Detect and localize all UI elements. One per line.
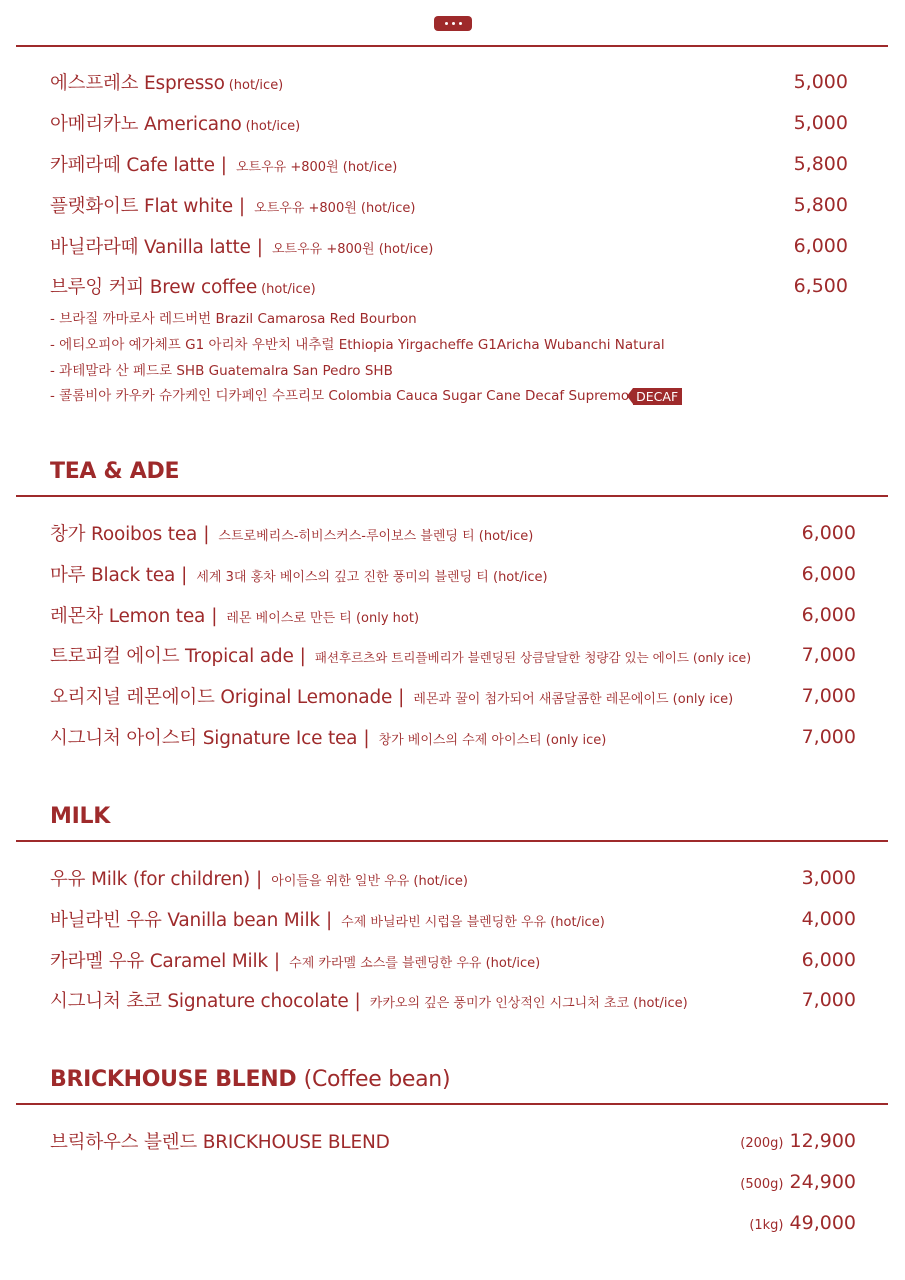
item-desc: (hot/ice) — [228, 78, 284, 93]
item-name: 카페라떼 Cafe latte — [50, 155, 215, 176]
menu-item-rooibos — [50, 518, 856, 548]
item-name: 창가 Rooibos tea — [50, 524, 198, 545]
menu-item-lemon-tea — [50, 600, 856, 630]
item-desc: 카카오의 깊은 풍미가 인상적인 시그니처 초코 (hot/ice) — [369, 996, 688, 1011]
bean-option: - 에티오피아 예가체프 G1 아리차 우반치 내추럴 Ethiopia Yirgacheffe G1Aricha Wubanchi Natural — [50, 337, 665, 353]
section-title-tea-ade: TEA & ADE — [50, 459, 180, 484]
item-quantity: (1kg) — [749, 1218, 784, 1233]
item-name: 트로피컬 에이드 Tropical ade — [50, 646, 294, 667]
menu-item-cafe-latte — [50, 149, 848, 179]
item-desc: (hot/ice) — [245, 119, 301, 134]
item-price: 6,000 — [801, 604, 856, 626]
item-price: 7,000 — [801, 989, 856, 1011]
item-name: 에스프레소 Espresso — [50, 73, 225, 94]
item-desc: (hot/ice) — [261, 282, 316, 297]
item-separator: | — [203, 524, 210, 545]
item-name: 카라멜 우유 Caramel Milk — [50, 951, 268, 972]
item-desc: 수제 카라멜 소스를 블렌딩한 우유 (hot/ice) — [289, 956, 541, 971]
menu-item-vanilla-bean-milk — [50, 904, 856, 934]
item-price: 3,000 — [801, 867, 856, 889]
more-dots-icon — [434, 16, 472, 31]
item-name: 마루 Black tea — [50, 565, 176, 586]
item-name: 우유 Milk (for children) — [50, 869, 251, 890]
divider-tea-ade — [16, 495, 888, 497]
item-separator: | — [363, 728, 370, 749]
item-desc: 레몬과 꿀이 첨가되어 새콤달콤한 레몬에이드 (only ice) — [413, 692, 734, 707]
item-name: 바닐라빈 우유 Vanilla bean Milk — [50, 910, 320, 931]
menu-item-black-tea — [50, 559, 856, 589]
item-price: 7,000 — [801, 685, 856, 707]
item-separator: | — [354, 991, 361, 1012]
menu-item-espresso — [50, 67, 848, 97]
item-name: 오리지널 레몬에이드 Original Lemonade — [50, 687, 393, 708]
item-price: 7,000 — [801, 726, 856, 748]
item-name: 시그니처 초코 Signature chocolate — [50, 991, 349, 1012]
item-price: 6,500 — [793, 275, 848, 297]
bean-option: - 과테말라 산 페드로 SHB Guatemalra San Pedro SHB — [50, 363, 393, 379]
item-separator: | — [256, 869, 263, 890]
menu-item-caramel-milk — [50, 945, 856, 975]
item-price-value: 24,900 — [789, 1171, 856, 1193]
item-price: 6,000 — [801, 563, 856, 585]
item-desc: 레몬 베이스로 만든 티 (only hot) — [226, 611, 420, 626]
item-desc: 수제 바닐라빈 시럽을 블렌딩한 우유 (hot/ice) — [341, 915, 605, 930]
menu-item-brickhouse-blend-1kg — [50, 1208, 856, 1238]
bean-option-decaf — [50, 384, 682, 405]
item-name: 브루잉 커피 Brew coffee — [50, 277, 258, 298]
item-separator: | — [398, 687, 405, 708]
item-price: 5,800 — [793, 153, 848, 175]
item-separator: | — [181, 565, 188, 586]
item-separator: | — [299, 646, 306, 667]
item-price: 4,000 — [801, 908, 856, 930]
divider-brickhouse-blend — [16, 1103, 888, 1105]
menu-item-brickhouse-blend-500g — [50, 1167, 856, 1197]
item-price-200g — [740, 1130, 856, 1152]
item-price: 6,000 — [801, 522, 856, 544]
item-quantity: (200g) — [740, 1136, 784, 1151]
item-price: 6,000 — [801, 949, 856, 971]
divider-coffee — [16, 45, 888, 47]
decaf-badge: DECAF — [633, 388, 682, 405]
menu-item-americano — [50, 108, 848, 138]
item-name: 아메리카노 Americano — [50, 114, 242, 135]
item-name: 브릭하우스 블렌드 BRICKHOUSE BLEND — [50, 1132, 390, 1153]
item-price: 6,000 — [793, 235, 848, 257]
item-desc: 패션후르츠와 트리플베리가 블렌딩된 상큼달달한 청량감 있는 에이드 (only ice) — [314, 650, 752, 665]
blend-subtitle: (Coffee bean) — [303, 1067, 451, 1092]
item-desc: 세계 3대 홍차 베이스의 깊고 진한 풍미의 블렌딩 티 (hot/ice) — [196, 570, 548, 585]
section-title-milk: MILK — [50, 804, 110, 829]
item-desc: 오트우유 +800원 (hot/ice) — [254, 201, 416, 216]
item-price: 5,800 — [793, 194, 848, 216]
menu-item-milk — [50, 863, 856, 893]
item-desc: 아이들을 위한 일반 우유 (hot/ice) — [271, 874, 468, 889]
item-name: 플랫화이트 Flat white — [50, 196, 233, 217]
item-desc: 오트우유 +800원 (hot/ice) — [271, 242, 434, 257]
menu-item-brickhouse-blend — [50, 1126, 856, 1156]
item-separator: | — [273, 951, 281, 972]
item-separator: | — [325, 910, 333, 931]
item-price-value: 49,000 — [789, 1212, 856, 1234]
menu-item-original-lemonade — [50, 681, 856, 711]
item-separator: | — [211, 606, 218, 627]
blend-title: BRICKHOUSE BLEND — [50, 1067, 297, 1092]
menu-item-tropical-ade — [50, 640, 856, 670]
item-price: 7,000 — [801, 644, 856, 666]
item-desc: 스트로베리스-히비스커스-루이보스 블렌딩 티 (hot/ice) — [218, 529, 534, 544]
menu-item-signature-ice-tea — [50, 722, 856, 752]
item-quantity: (500g) — [740, 1177, 784, 1192]
item-price-500g — [740, 1171, 856, 1193]
bean-option-text: - 콜롬비아 카우카 슈가케인 디카페인 수프리모 Colombia Cauca Sugar Cane Decaf Supremo — [50, 388, 630, 404]
item-desc: 창가 베이스의 수제 아이스티 (only ice) — [378, 733, 607, 748]
item-name: 바닐라라떼 Vanilla latte — [50, 237, 251, 258]
item-name: 레몬차 Lemon tea — [50, 606, 206, 627]
menu-item-brew-coffee — [50, 271, 848, 301]
menu-item-vanilla-latte — [50, 231, 848, 261]
section-title-brickhouse-blend — [50, 1067, 450, 1092]
menu-item-signature-chocolate — [50, 985, 856, 1015]
item-separator: | — [238, 196, 246, 217]
divider-milk — [16, 840, 888, 842]
bean-option: - 브라질 까마로사 레드버번 Brazil Camarosa Red Bourbon — [50, 311, 417, 327]
item-price: 5,000 — [793, 112, 848, 134]
item-separator: | — [220, 155, 227, 176]
item-desc: 오트우유 +800원 (hot/ice) — [236, 160, 398, 175]
menu-item-flat-white — [50, 190, 848, 220]
item-price-1kg — [749, 1212, 856, 1234]
item-price-value: 12,900 — [789, 1130, 856, 1152]
item-separator: | — [256, 237, 263, 258]
item-name: 시그니처 아이스티 Signature Ice tea — [50, 728, 358, 749]
item-price: 5,000 — [793, 71, 848, 93]
